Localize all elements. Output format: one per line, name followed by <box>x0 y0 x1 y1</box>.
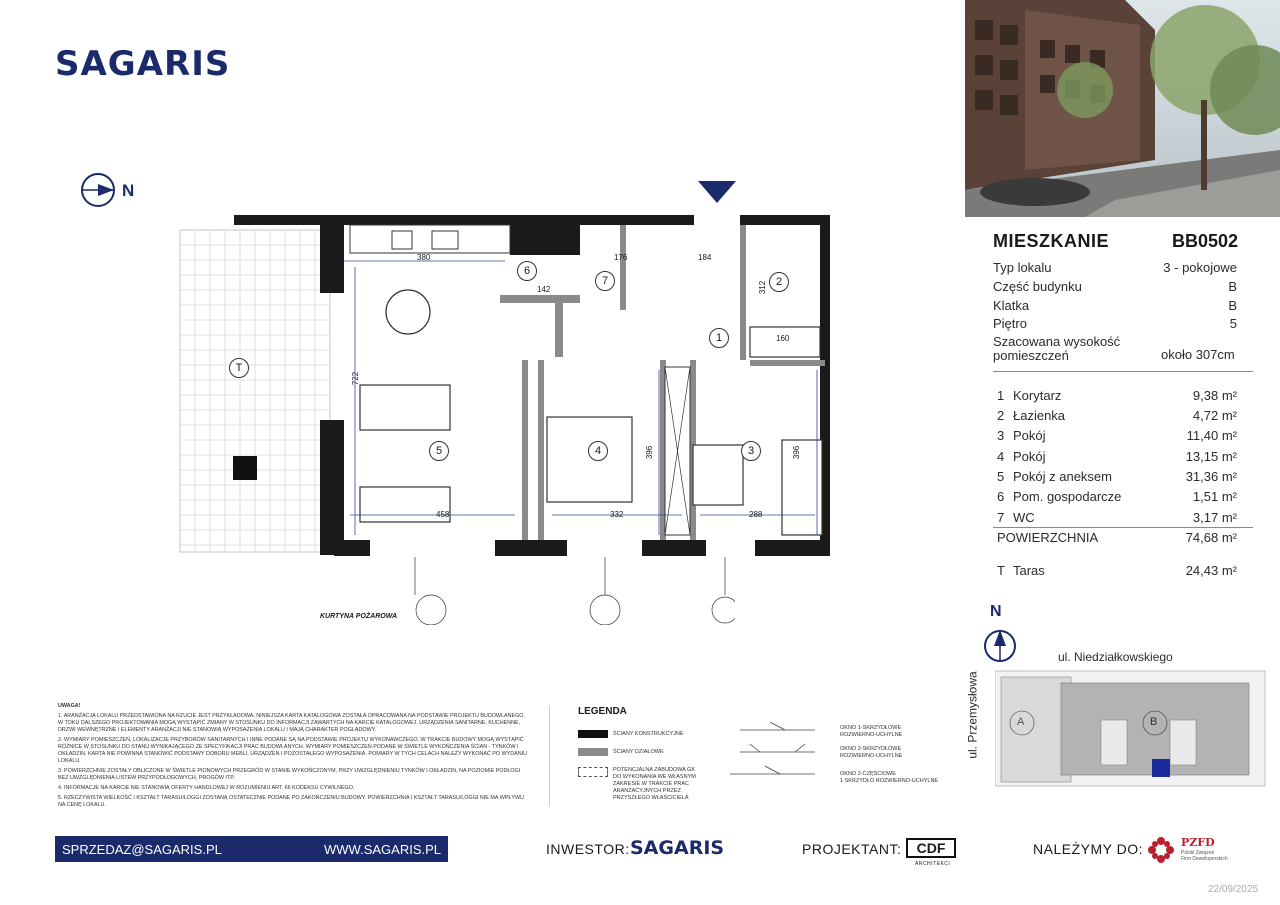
apartment-title: MIESZKANIE <box>993 231 1110 251</box>
room-name: Łazienka <box>1013 408 1066 423</box>
entrance-arrow-icon <box>698 181 736 205</box>
dim-label: 184 <box>698 253 712 262</box>
dim-label: 312 <box>758 280 768 295</box>
height-label-line: pomieszczeń <box>993 348 1069 363</box>
room-name: Pokój <box>1013 428 1046 443</box>
room-num: 5 <box>997 469 1005 484</box>
room-name: Pom. gospodarcze <box>1013 489 1122 504</box>
legend-line: OKNO 2-CZĘŚCIOWE <box>840 771 896 777</box>
info-value: 3 - pokojowe <box>1163 260 1237 275</box>
height-label-line: Szacowana wysokość <box>993 334 1121 349</box>
room-row <box>997 428 1237 443</box>
fire-curtain-label: KURTYNA POŻAROWA <box>320 613 397 620</box>
member-sub <box>1181 850 1228 862</box>
email-link[interactable]: SPRZEDAZ@SAGARIS.PL <box>62 841 222 857</box>
room-area: 3,17 m² <box>1192 510 1237 525</box>
terrace-num: T <box>997 563 1005 578</box>
date-stamp: 22/09/2025 <box>1208 884 1259 895</box>
dim-label: 142 <box>537 285 551 294</box>
note-item: 3. POWIERZCHNIE ZOSTAŁY OBLICZONE W ŚWIETLE PIONOWYCH PRZEGRÓD W STANIE WYKOŃCZONYM, PRZY UWZGLĘDNIENIU TYNKÓW I OKŁADZIN, NA POZIOMIE PODŁOGI BEZ UWZGLĘDNIENIA LISTEW PRZYPODŁOGOWYCH, PROGÓW ITP. <box>58 768 521 781</box>
legend-potential <box>613 767 696 802</box>
total-label: POWIERZCHNIA <box>997 530 1099 545</box>
legend-line: OKNO 1-SKRZYDŁOWE <box>840 725 902 731</box>
legend-line: ARANŻACYJNYCH PRZEZ <box>613 788 681 794</box>
legend-title: LEGENDA <box>578 706 627 717</box>
notes-title: UWAGA! <box>58 703 81 709</box>
room-row <box>997 408 1237 423</box>
info-row <box>993 260 1237 275</box>
terrace-tiles <box>180 230 330 552</box>
sagaris-logo: SAGARIS <box>55 44 231 84</box>
note-item: 1. ARANŻACJA LOKALU PRZEDSTAWIONA NA RZUCIE JEST PRZYKŁADOWA, NINIEJSZA KARTA KATALOGOWA ZOSTAŁA OPRACOWANA NA PODSTAWIE PROJEKTU BUDOWLANEGO. W TOKU DALSZEGO PROJEKTOWANIA MOGĄ WYSTĄPIĆ ZMIANY W STOSUNKU DO INFORMACJI ZAWARTYCH NA KARCIE KATALOGOWEJ. URZĄDZENIA SANITARNE, KUCHENNE, DRZWI WEWNĘTRZNE I ELEMENTY ARANŻACJI NIE STANOWIĄ WYPOSAŻENIA LOKALU I MAJĄ CHARAKTER POGLĄDOWY. <box>58 713 525 733</box>
room-num: 6 <box>997 489 1005 504</box>
room-name: WC <box>1013 510 1035 525</box>
dim-label: 458 <box>436 510 450 519</box>
room-num: 3 <box>997 428 1005 443</box>
member-label: NALEŻYMY DO: <box>1033 841 1143 857</box>
divider <box>549 706 550 806</box>
legend-window-2 <box>840 746 902 760</box>
room-area: 13,15 m² <box>1185 449 1237 464</box>
room-number-3: 3 <box>741 441 761 461</box>
part-a-label: A <box>1017 716 1025 728</box>
member-logo: PZFD <box>1181 836 1215 849</box>
room-number-7: 7 <box>595 271 615 291</box>
room-number-5: 5 <box>429 441 449 461</box>
designer-logo: CDF <box>906 838 956 858</box>
total-value: 74,68 m² <box>1185 530 1237 545</box>
terrace-area: 24,43 m² <box>1185 563 1237 578</box>
legend-window-1 <box>840 725 902 739</box>
terrace-name: Taras <box>1013 563 1045 578</box>
note-item: 5. RZECZYWISTA WIELKOŚĆ I KSZTAŁT TARASU/LOGGI ZOSTANĄ OSTATECZNIE PODANE PO ZAKOŃCZENIU BUDOWY. POWIERZCHNIA I KSZTAŁT TARASU/LOGGI NIE MA WPŁYWU NA CENĘ LOKALU. <box>58 795 524 808</box>
dim-label: 160 <box>776 334 790 343</box>
info-label: Piętro <box>993 316 1027 331</box>
dim-label: 176 <box>614 253 628 262</box>
room-num: 2 <box>997 408 1005 423</box>
site-north-label: N <box>990 603 1002 620</box>
compass-label: N <box>122 181 135 200</box>
compass-icon <box>80 172 150 208</box>
info-value: B <box>1228 298 1237 313</box>
street-left-label: ul. Przemysłowa <box>965 671 980 759</box>
info-label: Klatka <box>993 298 1030 313</box>
room-number-terrace: T <box>229 358 249 378</box>
legend-window-3 <box>840 771 938 785</box>
legend-line: 1 SKRZYDŁO ROZWIERNO-UCHYLNE <box>840 778 939 784</box>
room-area: 9,38 m² <box>1192 388 1237 403</box>
website-link[interactable]: WWW.SAGARIS.PL <box>323 841 441 857</box>
height-value: około 307cm <box>1161 347 1235 362</box>
legend-swatch-partition <box>578 748 608 756</box>
part-b-label: B <box>1150 716 1158 728</box>
designer-sub: ARCHITEKCI <box>915 861 951 867</box>
note-item: 4. INFORMACJE NA KARCIE NIE STANOWIĄ OFERTY HANDLOWEJ W ROZUMIENIU ART. 66 KODEKSU CYWILNEGO. <box>58 785 355 791</box>
investor-logo: SAGARIS <box>630 837 725 859</box>
legend-swatch-structural <box>578 730 608 738</box>
dim-label: 288 <box>749 510 763 519</box>
room-num: 1 <box>997 388 1005 403</box>
legend-line: OKNO 2-SKRZYDŁOWE <box>840 746 902 752</box>
legend-label: ŚCIANY DZIAŁOWE <box>613 749 664 755</box>
info-row <box>993 279 1237 294</box>
pzfd-flower-icon <box>1146 835 1176 865</box>
room-number-2: 2 <box>769 272 789 292</box>
window-legend-icons <box>725 722 825 784</box>
info-value: B <box>1228 279 1237 294</box>
room-area: 4,72 m² <box>1192 408 1237 423</box>
designer-label: PROJEKTANT: <box>802 841 902 857</box>
info-label: Typ lokalu <box>993 260 1052 275</box>
legend-line: ZAKRESIE W TRAKCIE PRAC <box>613 781 689 787</box>
info-row <box>993 316 1237 331</box>
terrace-row <box>997 563 1237 578</box>
divider <box>993 527 1253 528</box>
room-name: Pokój z aneksem <box>1013 469 1112 484</box>
compass <box>80 172 150 208</box>
room-row <box>997 510 1237 525</box>
legend-line: PRZYSZŁEGO WŁAŚCICIELA <box>613 795 689 801</box>
room-row <box>997 388 1237 403</box>
info-row <box>993 298 1237 313</box>
room-row <box>997 469 1237 484</box>
room-area: 1,51 m² <box>1192 489 1237 504</box>
apartment-code: BB0502 <box>1172 231 1239 251</box>
legend-line: ROZWIERNO-UCHYLNE <box>840 732 903 738</box>
site-map <box>995 665 1270 790</box>
street-top-label: ul. Niedziałkowskiego <box>1058 650 1173 664</box>
legend-label: ŚCIANY KONSTRUKCYJNE <box>613 731 684 737</box>
member-sub-line: Firm Deweloperskich <box>1181 856 1228 862</box>
info-value: 5 <box>1229 316 1237 331</box>
room-num: 7 <box>997 510 1005 525</box>
legend-swatch-potential <box>578 767 608 777</box>
dim-label: 332 <box>610 510 624 519</box>
legend-line: DO WYKONANIA WE WŁASNYM <box>613 774 696 780</box>
dim-label: 396 <box>792 445 802 460</box>
legend-line: POTENCJALNA ZABUDOWA GK <box>613 767 696 773</box>
info-label: Część budynku <box>993 279 1082 294</box>
legend-line: ROZWIERNO-UCHYLNE <box>840 753 903 759</box>
height-label <box>993 335 1120 363</box>
room-name: Pokój <box>1013 449 1046 464</box>
site-compass-icon <box>982 628 1018 664</box>
room-area: 11,40 m² <box>1186 428 1237 443</box>
room-area: 31,36 m² <box>1185 469 1237 484</box>
dim-label: 380 <box>417 253 431 262</box>
room-number-4: 4 <box>588 441 608 461</box>
total-row <box>997 530 1237 545</box>
dim-label: 396 <box>645 445 655 460</box>
room-num: 4 <box>997 449 1005 464</box>
room-number-1: 1 <box>709 328 729 348</box>
room-row <box>997 449 1237 464</box>
member-sub-line: Polski Związek <box>1181 850 1215 856</box>
building-rendering-image <box>965 0 1280 217</box>
room-name: Korytarz <box>1013 388 1062 403</box>
investor-label: INWESTOR: <box>546 841 630 857</box>
contact-bar <box>55 836 448 862</box>
divider <box>993 371 1253 372</box>
window-callouts <box>395 555 735 625</box>
notes <box>58 703 528 812</box>
room-row <box>997 489 1237 504</box>
room-number-6: 6 <box>517 261 537 281</box>
note-item: 2. WYMIARY POMIESZCZEŃ, LOKALIZACJE PRZYBORÓW SANITARNYCH I INNE PODANE SĄ NA PODSTAWIE PROJEKTU WYKONAWCZEGO. W TRAKCIE BUDOWY MOGĄ WYSTĄPIĆ RÓŻNICE W STOSUNKU DO STANU WYNIKAJĄCEGO ZE SPECYFIKACJI PRAC BUDOWLANYCH. WYMIARY POMIESZCZEŃ PODANE W ŚWIETLE WYKOŃCZENIA ŚCIAN - TYNKÓW I OKŁADZIN. KARTA NIE POWINNA STANOWIĆ PODSTAWY DOBORU MEBLI, URZĄDZEŃ I POZOSTAŁEGO WYPOSAŻENIA. POMIARY W TYCH CELACH NALEŻY WYKONAĆ PO WYDANIU LOKALU. <box>58 737 528 764</box>
dim-label: 722 <box>351 371 361 386</box>
